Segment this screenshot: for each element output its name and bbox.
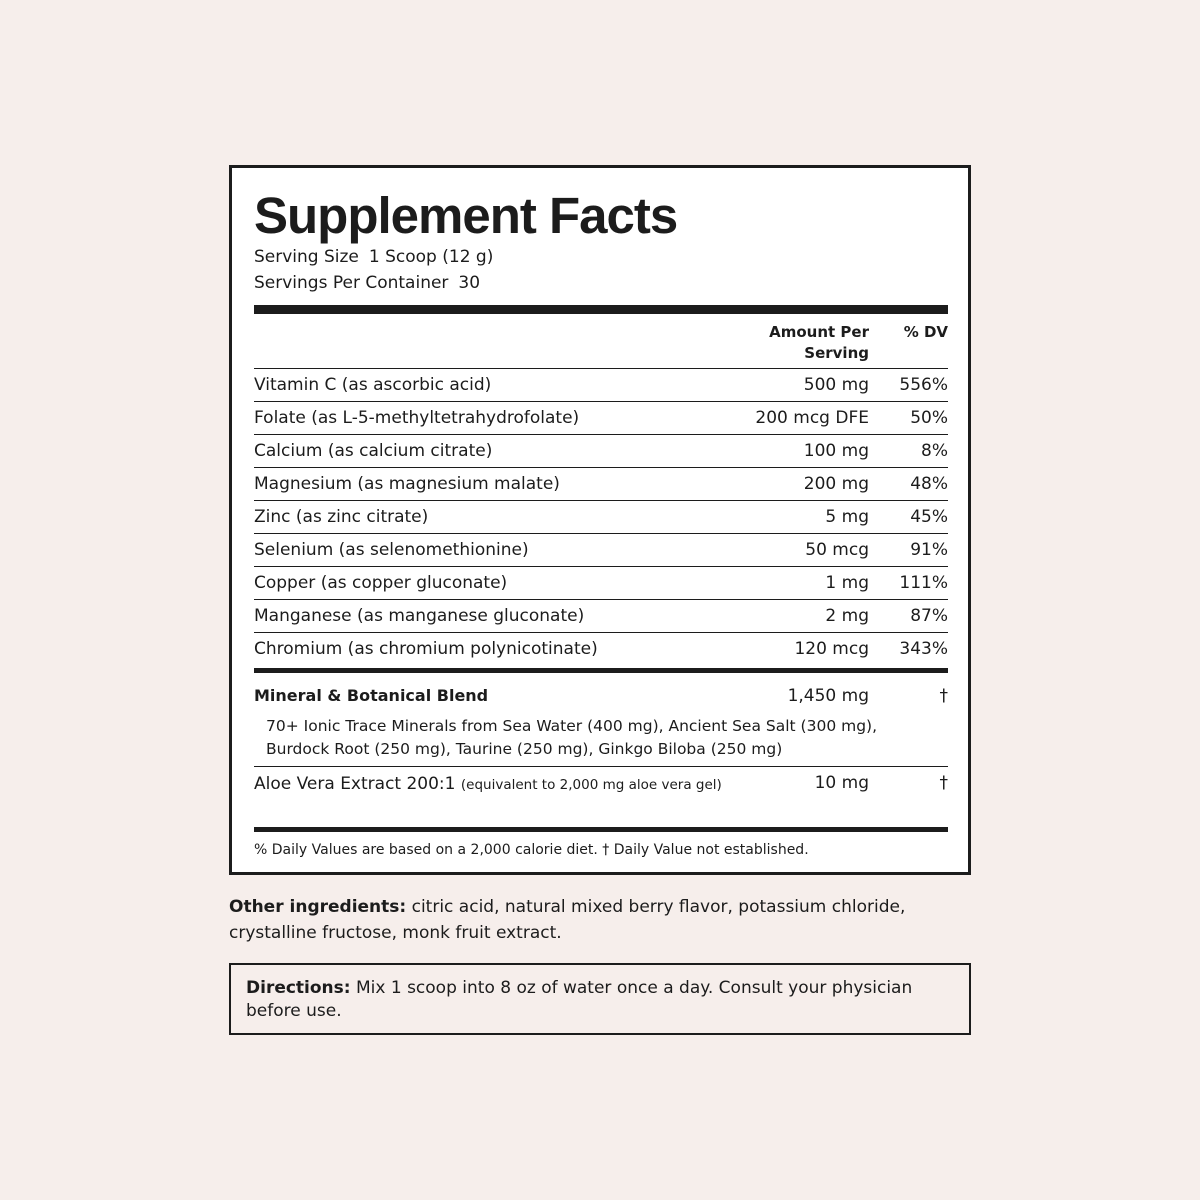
column-header-amount-line2: Serving (804, 344, 869, 362)
serving-size-label: Serving Size (254, 247, 359, 267)
supplement-facts-panel (229, 165, 971, 875)
other-ingredients-text: citric acid, natural mixed berry flavor, potassium chloride, crystalline fructose, monk fruit extract. (229, 897, 906, 943)
nutrient-dv: 8% (921, 441, 948, 461)
aloe-row-name (254, 772, 734, 797)
blend-name: Mineral & Botanical Blend (254, 686, 489, 705)
blend-amount: 1,450 mg (787, 686, 869, 706)
nutrient-name: Folate (as L-5-methyltetrahydrofolate) (254, 408, 580, 428)
other-ingredients-label: Other ingredients: (229, 897, 407, 917)
thick-divider (254, 827, 948, 832)
nutrient-row (254, 434, 948, 467)
directions-box (229, 963, 971, 1035)
column-header-dv: % DV (903, 323, 948, 341)
nutrient-dv: 111% (899, 573, 948, 593)
thick-divider (254, 305, 948, 314)
nutrient-amount: 5 mg (825, 507, 869, 527)
directions-text: Mix 1 scoop into 8 oz of water once a day. Consult your physician before use. (246, 978, 913, 1021)
other-ingredients (229, 894, 989, 946)
nutrient-dv: 48% (910, 474, 948, 494)
aloe-note: (equivalent to 2,000 mg aloe vera gel) (460, 777, 722, 793)
nutrient-amount: 200 mcg DFE (755, 408, 869, 428)
nutrient-row (254, 401, 948, 434)
serving-size-value: 1 Scoop (12 g) (368, 247, 494, 267)
column-header-amount-line1: Amount Per (769, 323, 869, 341)
nutrient-row (254, 467, 948, 500)
nutrient-amount: 500 mg (803, 375, 869, 395)
aloe-dv: † (939, 773, 948, 793)
directions (246, 977, 946, 1023)
nutrient-name: Chromium (as chromium polynicotinate) (254, 639, 598, 659)
nutrient-dv: 50% (910, 408, 948, 428)
servings-label: Servings Per Container (254, 273, 449, 293)
aloe-name: Aloe Vera Extract 200:1 (254, 774, 456, 794)
nutrient-name: Copper (as copper gluconate) (254, 573, 508, 593)
servings-value: 30 (458, 273, 481, 293)
nutrient-name: Vitamin C (as ascorbic acid) (254, 375, 492, 395)
footnote: % Daily Values are based on a 2,000 calorie diet. † Daily Value not established. (254, 842, 809, 858)
panel-title: Supplement Facts (254, 187, 678, 244)
nutrient-dv: 87% (910, 606, 948, 626)
nutrient-amount: 1 mg (825, 573, 869, 593)
nutrient-row (254, 632, 948, 665)
nutrient-name: Calcium (as calcium citrate) (254, 441, 493, 461)
nutrient-name: Selenium (as selenomethionine) (254, 540, 529, 560)
nutrient-row (254, 368, 948, 401)
nutrient-amount: 120 mcg (794, 639, 869, 659)
aloe-amount: 10 mg (814, 773, 869, 793)
nutrient-row (254, 500, 948, 533)
nutrient-name: Magnesium (as magnesium malate) (254, 474, 560, 494)
serving-size (254, 246, 493, 268)
thick-divider (254, 668, 948, 673)
nutrient-name: Zinc (as zinc citrate) (254, 507, 429, 527)
nutrient-dv: 91% (910, 540, 948, 560)
blend-description: 70+ Ionic Trace Minerals from Sea Water (400 mg), Ancient Sea Salt (300 mg), Burdock Root (250 mg), Taurine (250 mg), Ginkgo Biloba (250 mg) (266, 717, 878, 758)
nutrient-amount: 2 mg (825, 606, 869, 626)
servings-per-container (254, 272, 480, 294)
nutrient-amount: 200 mg (803, 474, 869, 494)
nutrient-dv: 343% (899, 639, 948, 659)
nutrient-row (254, 566, 948, 599)
blend-dv: † (939, 686, 948, 706)
nutrient-amount: 50 mcg (805, 540, 869, 560)
nutrient-dv: 45% (910, 507, 948, 527)
nutrient-name: Manganese (as manganese gluconate) (254, 606, 585, 626)
column-header-amount (734, 322, 869, 364)
nutrient-dv: 556% (899, 375, 948, 395)
nutrient-row (254, 599, 948, 632)
nutrient-row (254, 533, 948, 566)
divider (254, 766, 948, 767)
directions-label: Directions: (246, 978, 351, 998)
nutrient-amount: 100 mg (803, 441, 869, 461)
